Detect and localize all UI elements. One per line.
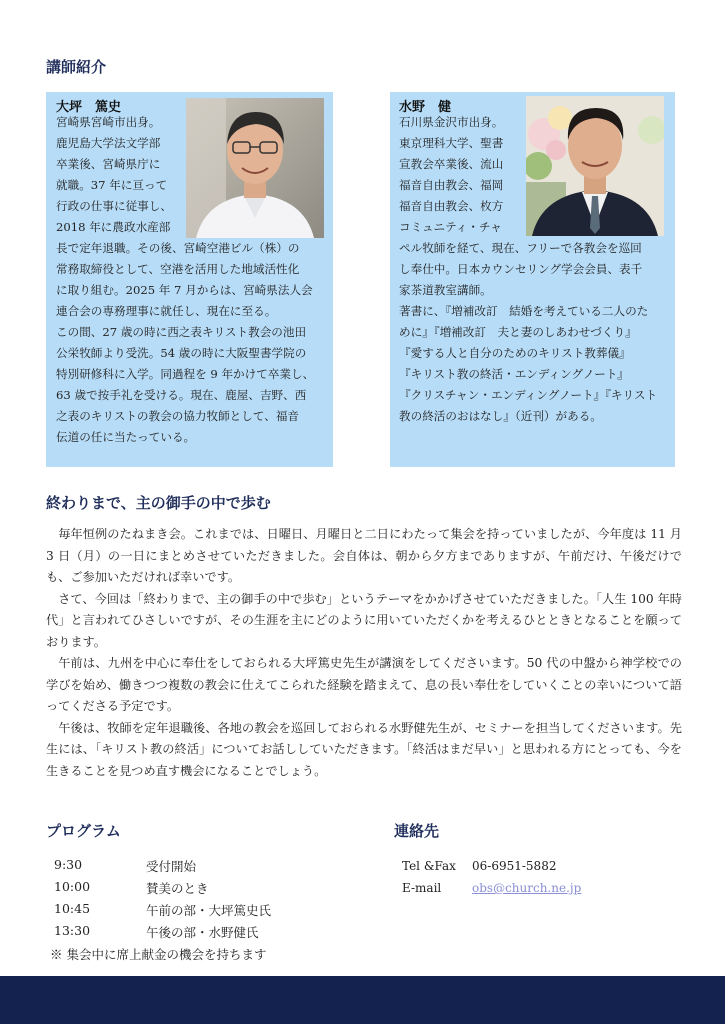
- program-label: 賛美のとき: [146, 881, 209, 896]
- bio-line: 長で定年退職。その後、宮崎空港ビル（株）の: [56, 241, 300, 255]
- contact-title: 連絡先: [394, 822, 440, 840]
- tel-value: 06-6951-5882: [472, 859, 557, 873]
- email-label: E-mail: [402, 881, 442, 895]
- program-time: 13:30: [54, 923, 91, 938]
- bio-line: 教の終活のおはなし』（近刊）がある。: [399, 409, 602, 423]
- bio-line: 之表のキリストの教会の協力牧師として、福音: [56, 409, 300, 423]
- theme-paragraph: 午前は、九州を中心に奉仕をしておられる大坪篤史先生が講演をしてくださいます。50 代の中盤から神学校での学びを始め、働きつつ複数の教会に仕えてこられた経験を踏まえて、息の長い奉仕をしていくことの幸いについて語ってくださる予定です。: [46, 656, 682, 713]
- bio-line: 『愛する人と自分のためのキリスト教葬儀』: [399, 346, 631, 360]
- program-note: ※ 集会中に席上献金の機会を持ちます: [50, 947, 267, 962]
- bio-line: 家茶道教室講師。: [399, 283, 492, 297]
- theme-paragraph: 午後は、牧師を定年退職後、各地の教会を巡回しておられる水野健先生が、セミナーを担当してくださいます。先生には、「キリスト教の終活」についてお話ししていただきます。「終活はまだ早い」と思われる方にとっても、今を生きることを見つめ直す機会になることでしょう。: [46, 720, 682, 778]
- bio-box-ootsubo: [46, 92, 333, 467]
- bio-line: 石川県金沢市出身。: [399, 115, 504, 129]
- instructors-title: 講師紹介: [46, 58, 107, 76]
- bio-line: 東京理科大学、聖書: [399, 136, 504, 150]
- bio-line: 公栄牧師より受洗。54 歳の時に大阪聖書学院の: [56, 346, 307, 360]
- program-label: 受付開始: [146, 859, 197, 874]
- bio-line: 『キリスト教の終活・エンディングノート』: [399, 367, 629, 381]
- bio-line: 宣教会卒業後、流山: [399, 157, 504, 171]
- bio-line: に取り組む。2025 年 7 月からは、宮崎県法人会: [56, 283, 313, 297]
- bio-line: 2018 年に農政水産部: [56, 220, 171, 234]
- program-time: 10:00: [54, 879, 91, 894]
- theme-paragraph: 毎年恒例のたねまき会。これまでは、日曜日、月曜日と二日にわたって集会を持っていましたが、今年度は 11 月 3 日（月）の一日にまとめさせていただきました。会自体は、朝から夕方までありますが、午前だけ、午後だけでも、ご参加いただければ幸いです。: [46, 527, 682, 584]
- bio-line: 卒業後、宮崎県庁に: [56, 157, 161, 171]
- bio-line: 著書に、『増補改訂 結婚を考えている二人のた: [399, 304, 649, 318]
- theme-title: 終わりまで、主の御手の中で歩む: [46, 494, 271, 512]
- bio-line: 行政の仕事に従事し、: [56, 199, 172, 213]
- bio-line: 鹿児島大学法文学部: [56, 136, 161, 150]
- bio-line: コミュニティ・チャ: [399, 220, 502, 234]
- bio-line: 福音自由教会、福岡: [399, 178, 504, 192]
- footer-bar: [0, 976, 725, 1024]
- bio-box-mizuno: [390, 92, 675, 467]
- tel-label: Tel &Fax: [402, 859, 456, 873]
- bio-line: この間、27 歳の時に西之表キリスト教会の池田: [56, 325, 307, 339]
- bio-line: ペル牧師を経て、現在、フリーで各教会を巡回: [399, 241, 642, 255]
- bio-name-ootsubo: 大坪 篤史: [56, 100, 122, 115]
- theme-body: [46, 524, 682, 782]
- bio-line: 宮崎県宮崎市出身。: [56, 115, 161, 129]
- bio-line: 63 歳で按手礼を受ける。現在、鹿屋、吉野、西: [56, 388, 307, 402]
- photo-ootsubo: [186, 98, 324, 238]
- bio-line: めに』『増補改訂 夫と妻のしあわせづくり』: [399, 325, 637, 339]
- bio-line: し奉仕中。日本カウンセリング学会会員、表千: [399, 262, 643, 276]
- bio-line: 伝道の任に当たっている。: [56, 430, 196, 444]
- program-time: 9:30: [54, 857, 83, 872]
- bio-line: 福音自由教会、枚方: [399, 199, 504, 213]
- bio-line: 『クリスチャン・エンディングノート』『キリスト: [399, 388, 658, 402]
- program-label: 午前の部・大坪篤史氏: [146, 903, 272, 918]
- bio-line: 連合会の専務理事に就任し、現在に至る。: [56, 304, 277, 318]
- bio-line: 就職。37 年に亘って: [56, 178, 168, 192]
- photo-mizuno: [526, 96, 664, 236]
- bio-line: 常務取締役として、空港を活用した地域活性化: [56, 262, 300, 276]
- program-label: 午後の部・水野健氏: [146, 925, 259, 940]
- program-title: プログラム: [46, 822, 121, 840]
- bio-line: 特別研修科に入学。同過程を 9 年かけて卒業し、: [56, 367, 315, 381]
- program-time: 10:45: [54, 901, 91, 916]
- email-link[interactable]: obs@church.ne.jp: [472, 881, 582, 895]
- theme-paragraph: さて、今回は「終わりまで、主の御手の中で歩む」というテーマをかかげさせていただきました。「人生 100 年時代」と言われてひさしいですが、その生涯を主にどのように用いていただくかを考えるひとときとなることを願っております。: [46, 591, 682, 649]
- bio-name-mizuno: 水野 健: [399, 100, 452, 115]
